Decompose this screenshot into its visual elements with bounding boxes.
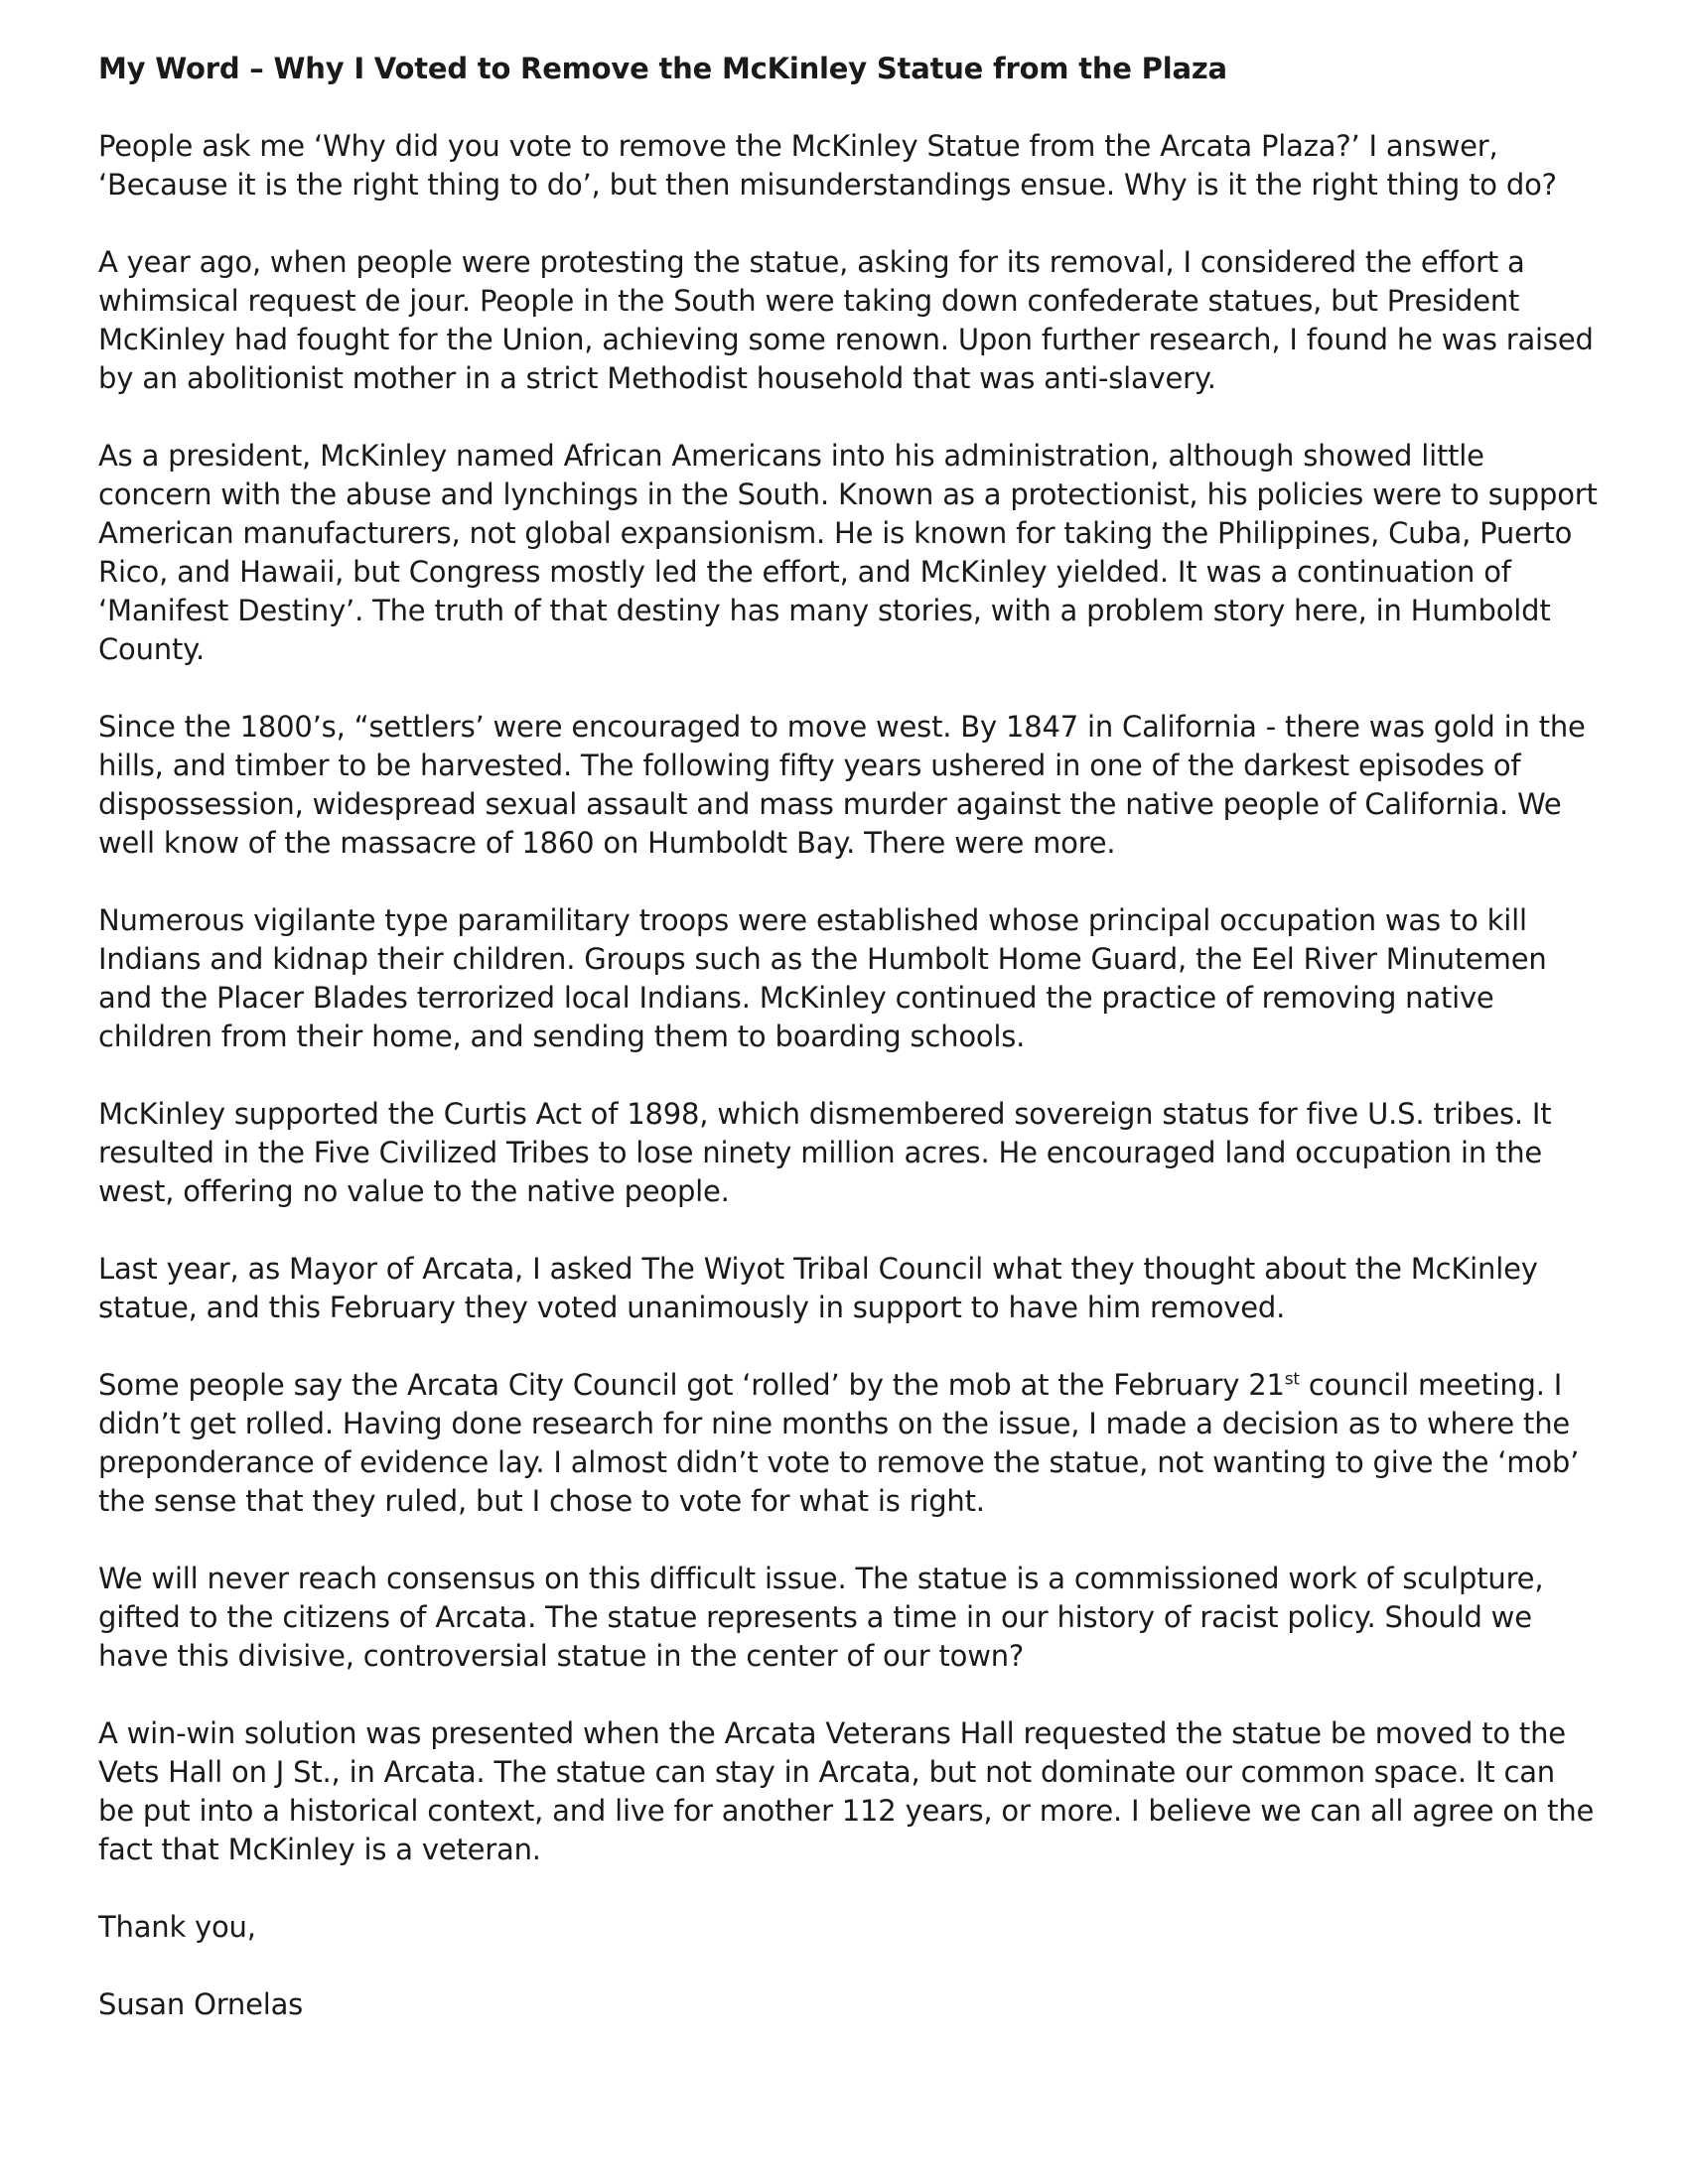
- paragraph-consensus: We will never reach consensus on this difficult issue. The statue is a commissioned work of sculpture, gifted to the citizens of Arcata. The statue represents a time in our history of racist policy. Should we have this divisive, controversial statue in the center of our town?: [98, 1562, 1544, 1673]
- closing-line: Thank you,: [98, 1910, 256, 1944]
- paragraph-wiyot-council: Last year, as Mayor of Arcata, I asked The Wiyot Tribal Council what they thought about the McKinley statue, and this February they voted unanimously in support to have him removed.: [98, 1252, 1538, 1324]
- council-text-before: Some people say the Arcata City Council got ‘rolled’ by the mob at the February 21: [98, 1368, 1285, 1402]
- letter-page: [98, 50, 1598, 2024]
- paragraph-win-win: A win-win solution was presented when the Arcata Veterans Hall requested the statue be moved to the Vets Hall on J St., in Arcata. The statue can stay in Arcata, but not dominate our common space. It can be put into a historical context, and live for another 112 years, or more. I believe we can all agree on the fact that McKinley is a veteran.: [98, 1716, 1595, 1866]
- ordinal-superscript: st: [1284, 1369, 1300, 1390]
- document-title: My Word – Why I Voted to Remove the McKinley Statue from the Plaza: [98, 52, 1227, 85]
- paragraph-council-meeting: [98, 1366, 1598, 1521]
- paragraph-year-ago: A year ago, when people were protesting the statue, asking for its removal, I considered the effort a whimsical request de jour. People in the South were taking down confederate statues, but President McKinley had fought for the Union, achieving some renown. Upon further research, I found he was raised by an abolitionist mother in a strict Methodist household that was anti-slavery.: [98, 245, 1594, 395]
- paragraph-vigilantes: Numerous vigilante type paramilitary troops were established whose principal occupation was to kill Indians and kidnap their children. Groups such as the Humbolt Home Guard, the Eel River Minutemen and the Placer Blades terrorized local Indians. McKinley continued the practice of removing native children from their home, and sending them to boarding schools.: [98, 903, 1547, 1053]
- paragraph-settlers: Since the 1800’s, “settlers’ were encouraged to move west. By 1847 in California - there was gold in the hills, and timber to be harvested. The following fifty years ushered in one of the darkest episodes of dispossession, widespread sexual assault and mass murder against the native people of California. We well know of the massacre of 1860 on Humboldt Bay. There were more.: [98, 710, 1586, 860]
- paragraph-as-president: As a president, McKinley named African Americans into his administration, although showed little concern with the abuse and lynchings in the South. Known as a protectionist, his policies were to support American manufacturers, not global expansionism. He is known for taking the Philippines, Cuba, Puerto Rico, and Hawaii, but Congress mostly led the effort, and McKinley yielded. It was a continuation of ‘Manifest Destiny’. The truth of that destiny has many stories, with a problem story here, in Humboldt County.: [98, 439, 1598, 666]
- paragraph-curtis-act: McKinley supported the Curtis Act of 1898, which dismembered sovereign status for five U.S. tribes. It resulted in the Five Civilized Tribes to lose ninety million acres. He encouraged land occupation in the west, offering no value to the native people.: [98, 1097, 1552, 1208]
- signature-name: Susan Ornelas: [98, 1987, 304, 2021]
- council-text-after: council meeting. I didn’t get rolled. Having done research for nine months on the issue, I made a decision as to where the preponderance of evidence lay. I almost didn’t vote to remove the statue, not wanting to give the ‘mob’ the sense that they ruled, but I chose to vote for what is right.: [98, 1368, 1580, 1518]
- paragraph-why-remove: People ask me ‘Why did you vote to remove the McKinley Statue from the Arcata Plaza?’ I answer, ‘Because it is the right thing to do’, but then misunderstandings ensue. Why is it the right thing to do?: [98, 129, 1557, 202]
